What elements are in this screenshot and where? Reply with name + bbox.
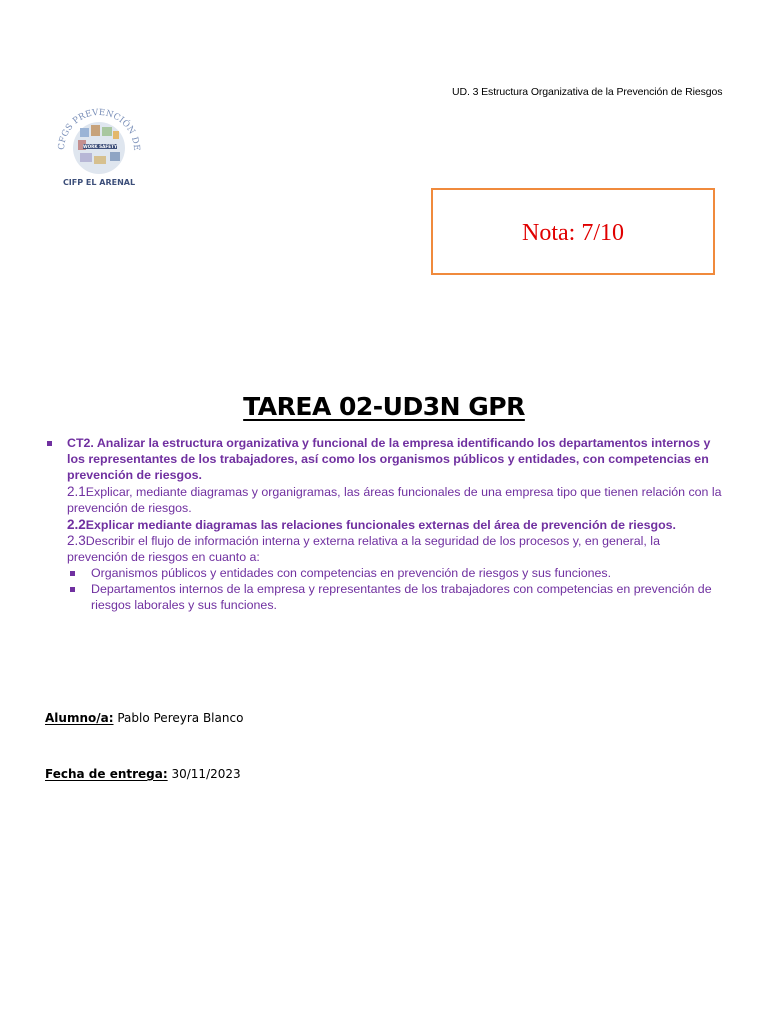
criteria-item-2-3-number: 2.3 bbox=[67, 533, 86, 549]
criteria-section bbox=[45, 436, 723, 614]
submission-date-field bbox=[45, 767, 241, 781]
list-item bbox=[91, 566, 723, 582]
logo-center-text: WORK SAFETY bbox=[83, 144, 117, 149]
document-header: UD. 3 Estructura Organizativa de la Prevención de Riesgos bbox=[452, 86, 723, 98]
submission-date-value: 30/11/2023 bbox=[171, 767, 241, 781]
list-item-text: Organismos públicos y entidades con competencias en prevención de riesgos y sus funciones. bbox=[91, 566, 612, 581]
grade-text: Nota: 7/10 bbox=[522, 220, 624, 246]
list-item-text: Departamentos internos de la empresa y representantes de los trabajadores con competencias en prevención de riesgos laborales y sus funciones. bbox=[91, 582, 712, 613]
criteria-item-2-2 bbox=[67, 517, 723, 534]
task-title: TAREA 02-UD3N GPR bbox=[243, 392, 525, 421]
list-item bbox=[91, 582, 723, 614]
criteria-item-ct2 bbox=[45, 436, 723, 566]
grade-box bbox=[431, 188, 715, 275]
square-bullet-icon bbox=[47, 441, 52, 446]
criteria-item-2-3 bbox=[67, 533, 723, 566]
square-bullet-icon bbox=[70, 571, 75, 576]
criteria-item-2-1-number: 2.1 bbox=[67, 483, 86, 499]
student-name: Pablo Pereyra Blanco bbox=[117, 711, 244, 725]
square-bullet-icon bbox=[70, 587, 75, 592]
logo-ring-text: CFGS PREVENCIÓN DE bbox=[56, 107, 142, 152]
submission-date-label: Fecha de entrega: bbox=[45, 767, 168, 781]
student-field bbox=[45, 711, 243, 725]
criteria-item-2-3-text: Describir el flujo de información interna y externa relativa a la seguridad de los procesos y, en general, la prevención de riesgos en cuanto a: bbox=[67, 534, 660, 565]
logo-school-name: CIFP EL ARENAL bbox=[62, 178, 136, 187]
criteria-ct2-text: CT2. Analizar la estructura organizativa y funcional de la empresa identificando los departamentos internos y los representantes de los trabajadores, así como los organismos públicos y entidades, con competencias en prevención de riesgos. bbox=[67, 436, 711, 482]
criteria-item-2-2-text: Explicar mediante diagramas las relaciones funcionales externas del área de prevención de riesgos. bbox=[85, 517, 676, 532]
criteria-item-2-1 bbox=[67, 484, 723, 517]
school-logo-graphic bbox=[50, 98, 148, 190]
criteria-item-2-2-number: 2.2 bbox=[67, 516, 86, 532]
criteria-sublist bbox=[45, 566, 723, 614]
student-label: Alumno/a: bbox=[45, 711, 114, 725]
criteria-item-2-1-text: Explicar, mediante diagramas y organigramas, las áreas funcionales de una empresa tipo que tienen relación con la prevención de riesgos. bbox=[67, 484, 722, 515]
school-logo bbox=[50, 98, 148, 190]
